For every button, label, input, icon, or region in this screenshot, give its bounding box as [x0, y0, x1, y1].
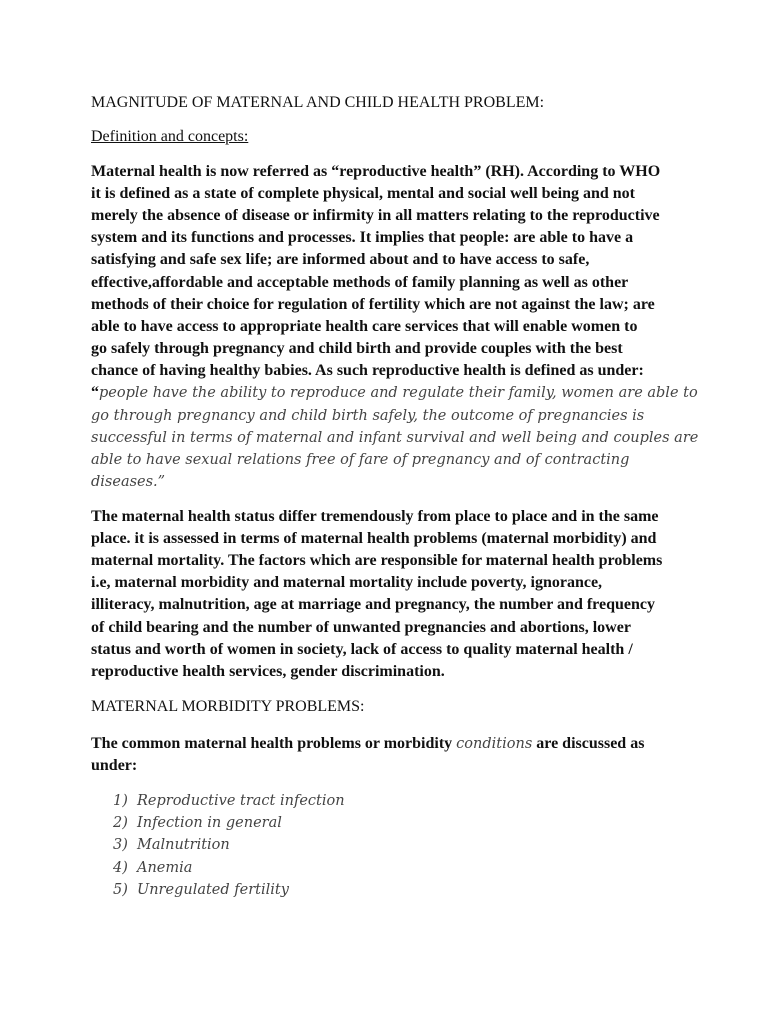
para1-line-5: satisfying and safe sex life; are informed about and to have access to safe,	[91, 251, 590, 268]
list-item-text: Unregulated fertility	[137, 882, 289, 898]
list-item-text: Malnutrition	[137, 837, 230, 853]
para2-line-3: maternal mortality. The factors which are responsible for maternal health problems	[91, 552, 663, 569]
section-heading-morbidity: MATERNAL MORBIDITY PROBLEMS:	[91, 698, 365, 715]
list-item	[113, 858, 192, 878]
para1-line-10: chance of having healthy babies. As such reproductive health is defined as under:	[91, 362, 644, 379]
list-item-text: Infection in general	[137, 815, 282, 831]
quote-line-5: diseases.”	[91, 474, 166, 490]
para2-line-5: illiteracy, malnutrition, age at marriage and pregnancy, the number and frequency	[91, 596, 655, 613]
para3-line1-italic: conditions	[456, 736, 533, 752]
para1-line-2: it is defined as a state of complete physical, mental and social well being and not	[91, 185, 636, 202]
para2-line-1: The maternal health status differ tremendously from place to place and in the same	[91, 508, 659, 525]
list-item-number: 2)	[113, 815, 128, 831]
quote-open-mark: “	[91, 384, 99, 401]
quote-line-3: successful in terms of maternal and infant survival and well being and couples are	[91, 430, 699, 446]
document-title: MAGNITUDE OF MATERNAL AND CHILD HEALTH PROBLEM:	[91, 94, 545, 111]
list-item-text: Reproductive tract infection	[137, 793, 345, 809]
list-item-number: 4)	[113, 860, 128, 876]
para2-line-7: status and worth of women in society, lack of access to quality maternal health /	[91, 641, 633, 658]
para2-line-8: reproductive health services, gender discrimination.	[91, 663, 445, 680]
para1-line-8: able to have access to appropriate health care services that will enable women to	[91, 318, 638, 335]
quote-text-1: people have the ability to reproduce and regulate their family, women are able to	[99, 385, 698, 401]
quote-line-1	[91, 383, 698, 403]
list-item	[113, 880, 289, 900]
list-item-text: Anemia	[137, 860, 193, 876]
para3-line-2: under:	[91, 757, 138, 774]
quote-line-2: go through pregnancy and child birth safely, the outcome of pregnancies is	[91, 408, 645, 424]
list-item	[113, 813, 282, 833]
para1-line-3: merely the absence of disease or infirmity in all matters relating to the reproductive	[91, 207, 660, 224]
para3-line1-post: are discussed as	[532, 735, 645, 752]
list-item	[113, 835, 230, 855]
list-item-number: 3)	[113, 837, 128, 853]
para1-line-9: go safely through pregnancy and child birth and provide couples with the best	[91, 340, 623, 357]
para1-line-7: methods of their choice for regulation of fertility which are not against the law; are	[91, 296, 655, 313]
para2-line-4: i.e, maternal morbidity and maternal mortality include poverty, ignorance,	[91, 574, 603, 591]
list-item-number: 5)	[113, 882, 128, 898]
para2-line-2: place. it is assessed in terms of maternal health problems (maternal morbidity) and	[91, 530, 657, 547]
para1-line-1: Maternal health is now referred as “reproductive health” (RH). According to WHO	[91, 163, 661, 180]
para3-line1-pre: The common maternal health problems or morbidity	[91, 735, 457, 752]
para1-line-4: system and its functions and processes. It implies that people: are able to have a	[91, 229, 634, 246]
list-item	[113, 791, 345, 811]
para3-line-1	[91, 734, 644, 754]
list-item-number: 1)	[113, 793, 128, 809]
section-subtitle: Definition and concepts:	[91, 128, 249, 145]
quote-line-4: able to have sexual relations free of fare of pregnancy and of contracting	[91, 452, 630, 468]
para2-line-6: of child bearing and the number of unwanted pregnancies and abortions, lower	[91, 619, 631, 636]
para1-line-6: effective,affordable and acceptable methods of family planning as well as other	[91, 274, 629, 291]
